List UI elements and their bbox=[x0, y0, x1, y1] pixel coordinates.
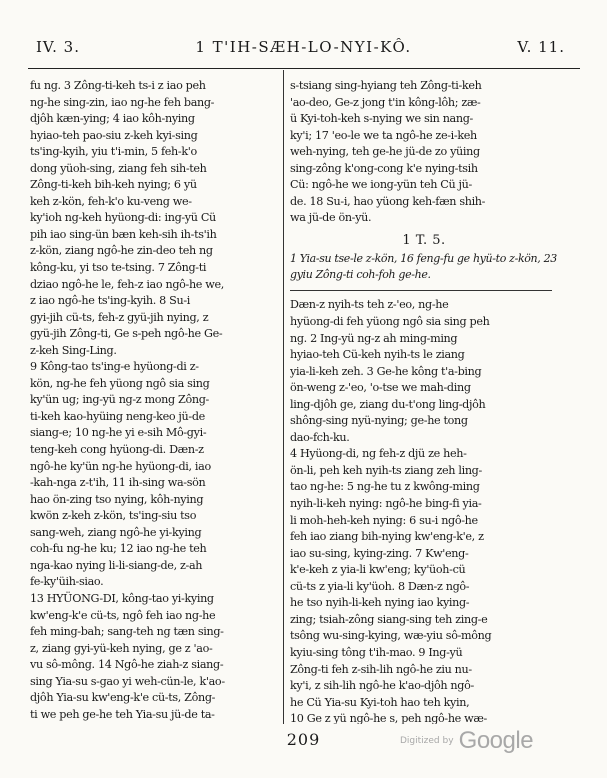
text-line: pih iao sing-ün bæn keh-sih ih-ts'ih bbox=[30, 227, 217, 241]
text-line: 13 HYÜONG-DI, kông-tao yi-kying bbox=[30, 591, 214, 605]
google-watermark-logo: Google bbox=[458, 727, 534, 754]
text-line: sang-weh, ziang ngô-he yi-kying bbox=[30, 525, 202, 539]
text-line: wa jü-de ön-yü. bbox=[290, 211, 372, 225]
text-line: ön-li, peh keh nyih-ts ziang zeh ling- bbox=[290, 463, 482, 477]
text-line: ky'ioh ng-keh hyüong-di: ing-yü Cü bbox=[30, 211, 216, 225]
text-line: -kah-nga z-t'ih, 11 ih-sing wa-sön bbox=[30, 476, 206, 490]
text-line: 10 Ge z yü ngô-he s, peh ngô-he wæ- bbox=[290, 712, 487, 724]
text-line: dao-fch-ku. bbox=[290, 430, 350, 444]
text-line: hyiao-teh pao-siu z-keh kyi-sing bbox=[30, 128, 198, 142]
text-line: Zông-ti-keh bih-keh nying; 6 yü bbox=[30, 178, 197, 192]
text-line: feh iao ziang bih-nying kw'eng-k'e, z bbox=[290, 530, 484, 544]
text-line: hao ön-zing tso nying, kôh-nying bbox=[30, 492, 204, 506]
column-divider bbox=[283, 70, 284, 724]
text-line: feh ming-bah; sang-teh ng tæn sing- bbox=[30, 625, 224, 639]
text-line: sing Yia-su s-gao yi weh-cün-le, k'ao- bbox=[30, 674, 225, 688]
page-header bbox=[0, 38, 607, 60]
text-line: z iao ngô-he ts'ing-kyih. 8 Su-i bbox=[30, 294, 190, 308]
text-line: nyih-li-keh nying: ngô-he bing-fi yia- bbox=[290, 497, 482, 511]
chapter-heading: 1 T. 5. bbox=[402, 232, 446, 248]
text-line: fu ng. 3 Zông-ti-keh ts-i z iao peh bbox=[30, 79, 206, 92]
text-line: nga-kao nying li-li-siang-de, z-ah bbox=[30, 558, 203, 572]
text-line: djôh Yia-su kw'eng-k'e cü-ts, Zông- bbox=[30, 691, 216, 705]
text-line: zing; tsiah-zông siang-sing teh zing-e bbox=[290, 612, 488, 626]
text-line: 4 Hyüong-di, ng feh-z djü ze heh- bbox=[290, 447, 467, 461]
digitized-watermark bbox=[400, 727, 533, 755]
text-line: kyiu-sing tông t'ih-mao. 9 Ing-yü bbox=[290, 645, 463, 659]
text-line: gyi-jih cü-ts, feh-z gyü-jih nying, z bbox=[30, 310, 209, 324]
text-line bbox=[30, 723, 280, 724]
right-column-top-text bbox=[290, 78, 558, 227]
right-column-bottom-text bbox=[290, 297, 558, 724]
text-line: iao su-sing, kying-zing. 7 Kw'eng- bbox=[290, 546, 469, 560]
text-line: gyü-jih Zông-ti, Ge s-peh ngô-he Ge- bbox=[30, 327, 223, 341]
text-line: he tso nyih-li-keh nying iao kying- bbox=[290, 596, 470, 610]
text-line: ön-weng z-'eo, 'o-tse we mah-ding bbox=[290, 381, 471, 395]
text-line: he Cü Yia-su Kyi-toh hao teh kyin, bbox=[290, 695, 470, 709]
header-rule bbox=[28, 68, 580, 69]
text-line: 9 Kông-tao ts'ing-e hyüong-di z- bbox=[30, 360, 199, 374]
text-line: li moh-heh-keh nying: 6 su-i ngô-he bbox=[290, 513, 478, 527]
left-column bbox=[30, 78, 280, 724]
text-line: ng. 2 Ing-yü ng-z ah ming-ming bbox=[290, 331, 458, 345]
chapter-verse-right: V. 11. bbox=[517, 38, 565, 56]
text-line: coh-fu ng-he ku; 12 iao ng-he teh bbox=[30, 542, 207, 556]
text-line: tsông wu-sing-kying, wæ-yiu sô-mông bbox=[290, 629, 492, 643]
text-line: hyiao-teh Cü-keh nyih-ts le ziang bbox=[290, 348, 465, 362]
text-line: sing-zông k'ong-cong k'e nying-tsih bbox=[290, 161, 478, 175]
summary-rule bbox=[290, 290, 552, 291]
text-line: kw'eng-k'e cü-ts, ngô feh iao ng-he bbox=[30, 608, 216, 622]
text-line: ng-he sing-zin, iao ng-he feh bang- bbox=[30, 95, 215, 109]
text-line: weh-nying, teh ge-he jü-de zo yüing bbox=[290, 145, 480, 159]
text-line: Zông-ti feh z-sih-lih ngô-he ziu nu- bbox=[290, 662, 472, 676]
digitized-prefix: Digitized by bbox=[400, 736, 454, 746]
text-line: ky'i; 17 'eo-le we ta ngô-he ze-i-keh bbox=[290, 128, 477, 142]
text-line: Cü: ngô-he we iong-yün teh Cü jü- bbox=[290, 178, 472, 192]
right-column bbox=[290, 78, 558, 724]
text-line: k'e-keh z yia-li kw'eng; ky'üoh-cü bbox=[290, 563, 466, 577]
text-line: ti we peh ge-he teh Yia-su jü-de ta- bbox=[30, 707, 215, 721]
text-line: ngô-he ky'ün ng-he hyüong-di, iao bbox=[30, 459, 211, 473]
text-line: 'ao-deo, Ge-z jong t'in kông-lôh; zæ- bbox=[290, 95, 481, 109]
text-line: ü Kyi-toh-keh s-nying we sin nang- bbox=[290, 112, 473, 126]
text-line: yia-li-keh zeh. 3 Ge-he kông t'a-bing bbox=[290, 364, 482, 378]
text-line: ky'ün ug; ing-yü ng-z mong Zông- bbox=[30, 393, 209, 407]
text-line: shông-sing nyü-nying; ge-he tong bbox=[290, 414, 468, 428]
text-line: teng-keh cong hyüong-di. Dæn-z bbox=[30, 443, 204, 457]
text-line: hyüong-di feh yüong ngô sia sing peh bbox=[290, 315, 490, 329]
text-line: keh z-kön, feh-k'o ku-veng we- bbox=[30, 194, 192, 208]
chapter-summary: 1 Yia-su tse-le z-kön, 16 feng-fu ge hyü-to z-kön, 23 gyiu Zông-ti coh-foh ge-he. bbox=[290, 252, 557, 281]
text-line: fe-ky'üih-siao. bbox=[30, 575, 104, 589]
text-line: ky'i, z sih-lih ngô-he k'ao-djôh ngô- bbox=[290, 679, 474, 693]
text-line: djôh kæn-ying; 4 iao kôh-nying bbox=[30, 112, 195, 126]
text-line: s-tsiang sing-hyiang teh Zông-ti-keh bbox=[290, 79, 482, 92]
text-line: kwön z-keh z-kön, ts'ing-siu tso bbox=[30, 509, 197, 523]
text-line: cü-ts z yia-li ky'üoh. 8 Dæn-z ngô- bbox=[290, 579, 470, 593]
text-line: ti-keh kao-hyüing neng-keo jü-de bbox=[30, 409, 205, 423]
chapter-verse-left: IV. 3. bbox=[36, 38, 80, 56]
text-line: dziao ngô-he le, feh-z iao ngô-he we, bbox=[30, 277, 224, 291]
text-line: de. 18 Su-i, hao yüong keh-fæn shih- bbox=[290, 194, 486, 208]
text-line: z-kön, ziang ngô-he zin-deo teh ng bbox=[30, 244, 213, 258]
text-line: ts'ing-kyih, yiu t'i-min, 5 feh-k'o bbox=[30, 145, 197, 159]
book-title: 1 T'IH-SÆH-LO-NYI-KÔ. bbox=[195, 38, 412, 56]
text-line: tao ng-he: 5 ng-he tu z kwông-ming bbox=[290, 480, 480, 494]
text-line: Dæn-z nyih-ts teh z-'eo, ng-he bbox=[290, 298, 449, 312]
text-line: vu sô-mông. 14 Ngô-he ziah-z siang- bbox=[30, 658, 224, 672]
text-line: z, ziang gyi-yü-keh nying, ge z 'ao- bbox=[30, 641, 213, 655]
text-line: ling-djôh ge, ziang du-t'ong ling-djôh bbox=[290, 397, 486, 411]
text-line: dong yüoh-sing, ziang feh sih-teh bbox=[30, 161, 207, 175]
text-line: z-keh Sing-Ling. bbox=[30, 343, 117, 357]
text-line: kön, ng-he feh yüong ngô sia sing bbox=[30, 376, 210, 390]
text-line: siang-e; 10 ng-he yi e-sih Mô-gyi- bbox=[30, 426, 207, 440]
page-number: 209 bbox=[286, 730, 321, 749]
text-line: kông-ku, yi tso te-tsing. 7 Zông-ti bbox=[30, 261, 207, 275]
